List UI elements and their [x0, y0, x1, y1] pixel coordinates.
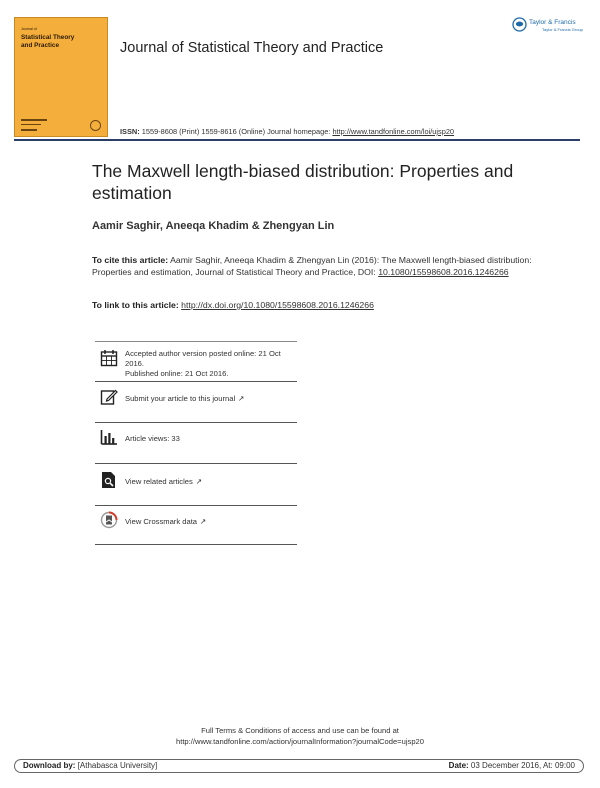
divider	[95, 463, 297, 464]
cover-decoration	[21, 119, 47, 121]
related-articles-link[interactable]: View related articles	[125, 477, 193, 486]
issn-label: ISSN:	[120, 127, 140, 136]
terms-notice	[0, 726, 600, 747]
external-link-icon: ↗	[195, 477, 203, 486]
publisher-name: Taylor & Francis	[529, 19, 576, 26]
citation-text: Aamir Saghir, Aneeqa Khadim & Zhengyan Lin (2016): The Maxwell length-biased distribution: Properties and estimation, Journal of Statistical Theory and Practice, DOI:	[92, 255, 532, 277]
publication-dates-item	[95, 349, 297, 393]
citation-doi-link[interactable]: 10.1080/15598608.2016.1246266	[378, 266, 509, 277]
related-articles-text	[125, 477, 297, 487]
journal-title: Journal of Statistical Theory and Practice	[120, 40, 384, 56]
cover-title-line1: Journal of	[21, 27, 37, 31]
cover-decoration	[21, 124, 41, 125]
calendar-icon	[100, 349, 118, 367]
article-views-text: Article views: 33	[125, 434, 180, 443]
download-date-value: 03 December 2016, At: 09:00	[470, 761, 575, 770]
cover-title-line2: Statistical Theory	[21, 34, 75, 42]
download-date-label: Date:	[448, 761, 469, 770]
crossmark-icon	[100, 511, 118, 529]
taylor-francis-logo-icon	[512, 17, 527, 32]
cover-title-line3: and Practice	[21, 41, 60, 49]
submit-article-item[interactable]	[95, 388, 297, 422]
link-label: To link to this article:	[92, 300, 179, 310]
document-search-icon	[100, 471, 118, 489]
related-articles-item[interactable]	[95, 471, 297, 505]
terms-url[interactable]: http://www.tandfonline.com/action/journalInformation?journalCode=ujsp20	[175, 736, 424, 746]
article-doi-link[interactable]: http://dx.doi.org/10.1080/15598608.2016.1246266	[181, 300, 374, 310]
publisher-group: Taylor & Francis Group	[542, 27, 583, 32]
journal-cover-thumbnail	[14, 17, 108, 137]
submit-article-link[interactable]: Submit your article to this journal	[125, 394, 236, 403]
external-link-icon: ↗	[238, 394, 245, 403]
terms-line1: Full Terms & Conditions of access and use can be found at	[201, 726, 399, 735]
divider	[95, 422, 297, 423]
article-authors: Aamir Saghir, Aneeqa Khadim & Zhengyan Lin	[92, 220, 335, 232]
info-box-top-border	[95, 341, 297, 342]
citation-label: To cite this article:	[92, 255, 169, 265]
downloaded-by-value: [Athabasca University]	[77, 761, 158, 770]
publication-dates-text	[125, 349, 297, 378]
bar-chart-icon	[100, 428, 118, 446]
downloaded-by	[23, 761, 157, 770]
article-views-item	[95, 428, 297, 462]
crossmark-text	[125, 517, 297, 527]
download-date	[449, 761, 575, 770]
cover-title	[21, 26, 85, 49]
taylor-francis-logo	[512, 17, 586, 33]
article-link-line	[92, 300, 374, 310]
submit-article-text	[125, 394, 297, 404]
external-link-icon: ↗	[200, 517, 207, 526]
journal-homepage-link[interactable]: http://www.tandfonline.com/loi/ujsp20	[332, 127, 455, 136]
issn-line	[120, 127, 454, 136]
published-date: Published online: 21 Oct 2016.	[125, 368, 229, 378]
divider	[95, 544, 297, 545]
divider	[95, 381, 297, 382]
downloaded-by-label: Download by:	[23, 761, 76, 770]
article-title: The Maxwell length-biased distribution: Properties and estimation	[92, 161, 514, 203]
accepted-date: Accepted author version posted online: 21 Oct 2016.	[125, 349, 281, 368]
cover-seal-icon	[90, 120, 101, 131]
crossmark-item[interactable]	[95, 511, 297, 545]
download-info-bar	[14, 759, 584, 773]
edit-icon	[100, 388, 118, 406]
cover-publisher-mark	[21, 129, 37, 131]
header-divider	[14, 139, 580, 141]
citation-block	[92, 255, 532, 278]
divider	[95, 505, 297, 506]
issn-text: 1559-8608 (Print) 1559-8616 (Online) Journal homepage:	[141, 127, 331, 136]
crossmark-link[interactable]: View Crossmark data	[125, 517, 198, 526]
